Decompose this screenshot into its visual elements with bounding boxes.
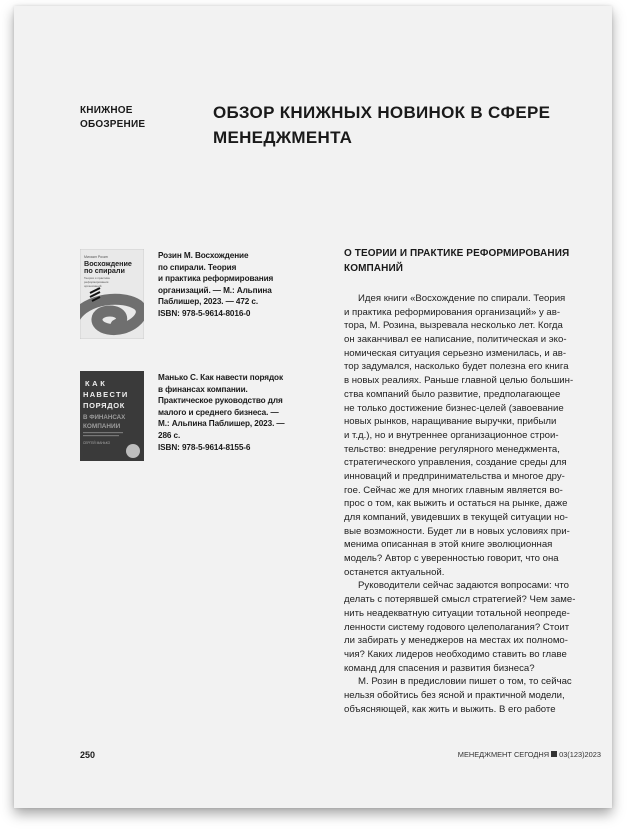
article-line: он заканчивал ее написание, политическая и эко-	[344, 334, 567, 346]
book-info-line: и практика реформирования	[158, 274, 274, 284]
cover-title-line: КОМПАНИИ	[83, 423, 121, 430]
article-line: не только достижение бизнес-целей (завоевание	[344, 402, 564, 414]
square-bullet-icon	[551, 751, 557, 757]
article-line: Руководители сейчас задаются вопросами: что	[358, 580, 569, 592]
cover-title-line: В ФИНАНСАХ	[83, 414, 126, 421]
book-info-line: ISBN: 978-5-9614-8016-0	[158, 308, 251, 318]
book-info	[158, 372, 298, 453]
journal-footer	[456, 750, 601, 759]
book-cover-image	[80, 371, 144, 461]
book-info-line: малого и среднего бизнеса. —	[158, 407, 279, 417]
page-title-line: ОБЗОР КНИЖНЫХ НОВИНОК В СФЕРЕ	[213, 103, 551, 122]
cover-author: СЕРГЕЙ МАНЬКО	[83, 441, 111, 445]
book-info	[158, 250, 298, 320]
article-line: гое. Сейчас же для многих главным является во-	[344, 484, 563, 496]
article-line: нельзя обойтись без ясной и практичной модели,	[344, 689, 565, 701]
cover-title-line: НАВЕСТИ	[83, 390, 129, 399]
page-title-line: МЕНЕДЖМЕНТА	[213, 128, 353, 147]
article-heading-line: КОМПАНИЙ	[344, 263, 404, 274]
article-line: прос о том, как выжить и остаться на рынке, даже	[344, 498, 568, 510]
article-paragraph	[344, 292, 599, 579]
journal-name: МЕНЕДЖМЕНТ СЕГОДНЯ	[457, 750, 550, 759]
book-info-line: ISBN: 978-5-9614-8155-6	[158, 442, 251, 452]
section-label-line: ОБОЗРЕНИЕ	[80, 119, 146, 130]
book-info-line: Розин М. Восхождение	[158, 251, 249, 260]
book-info-line: М.: Альпина Паблишер, 2023. —	[158, 419, 285, 429]
article-line: ленности систему годового целеполагания? Стоит	[344, 621, 570, 633]
cover-title-line: по спирали	[84, 266, 125, 275]
page-title	[213, 100, 573, 150]
cover-title-line: Восхождение	[84, 259, 132, 268]
article-line: в новых реалиях. Раньше главной целью большин-	[344, 375, 574, 387]
article-line: останется актуальной.	[344, 566, 445, 578]
cover-subtitle-line: реформирования	[84, 280, 109, 284]
article-line: нить неадекватную ситуации тотальной неопреде-	[344, 607, 570, 619]
article-line: М. Розин в предисловии пишет о том, то сейчас	[358, 676, 572, 688]
section-label	[80, 104, 145, 132]
article-line: тельство: внедрение регулярного менеджмента,	[344, 443, 560, 455]
article-line: и т.д.), но и внутреннее организационное строи-	[344, 429, 559, 441]
book-info-line: в финансах компании.	[158, 384, 248, 394]
book-cover-image	[80, 249, 144, 339]
article-line: и практика реформирования организаций» у ав-	[344, 306, 561, 318]
article-line: тора, М. Розина, вызревала несколько лет. Когда	[344, 320, 563, 332]
article-line: ли забирать у менеджеров на местах их полномо-	[344, 635, 568, 647]
book-info-line: организаций. — М.: Альпина	[158, 285, 272, 295]
book-info-line: по спирали. Теория	[158, 262, 237, 272]
article-paragraph	[344, 579, 599, 675]
section-label-line: КНИЖНОЕ	[80, 105, 133, 116]
page-number: 250	[80, 750, 96, 760]
article-line: команд для спасения и развития бизнеса?	[344, 662, 535, 674]
article-line: объясняющей, как жить и выжить. В его работе	[344, 703, 556, 715]
book-info-line: Манько С. Как навести порядок	[158, 373, 283, 382]
cover-subtitle-line: организаций	[84, 284, 102, 288]
article-heading	[344, 246, 599, 276]
article-line: чия? Каких лидеров необходимо ставить во главе	[344, 648, 567, 660]
book-info-line: Паблишер, 2023. — 472 с.	[158, 297, 259, 307]
article-line: новых рынков, наращивание выручки, прибыли	[344, 416, 557, 428]
book-info-line: 286 с.	[158, 430, 181, 440]
cover-title-line: ПОРЯДОК	[83, 401, 126, 410]
article-line: модель? Автор с уверенностью говорит, что она	[344, 553, 559, 565]
cover-title-line: КАК	[85, 379, 108, 388]
article-line: номическая ситуация серьезно изменилась, и ав-	[344, 347, 567, 359]
cover-author: Михаил Розин	[84, 255, 108, 259]
article-line: менима описанная в этой книге эволюционная	[344, 539, 553, 551]
magazine-page	[14, 6, 612, 808]
cover-subtitle-line: Теория и практика	[84, 276, 110, 280]
article-line: тор задумался, насколько будет полезна его книга	[344, 361, 569, 373]
book-info-line: Практическое руководство для	[158, 396, 283, 406]
article-line: стратегического управления, создание среды для	[344, 457, 567, 469]
article-heading-line: О ТЕОРИИ И ПРАКТИКЕ РЕФОРМИРОВАНИЯ	[344, 248, 570, 259]
article-line: ства компаний было развитие, предполагающее	[344, 388, 561, 400]
article-paragraph	[344, 675, 599, 716]
article	[344, 246, 599, 716]
article-line: вые возможности. Будет ли в новых условиях при-	[344, 525, 570, 537]
article-body	[344, 292, 599, 716]
journal-issue: 03(123)2023	[559, 750, 601, 759]
article-line: для компаний, увидевших в текущей ситуации но-	[344, 512, 568, 523]
article-line: инноваций и предпринимательства и многое дру-	[344, 470, 565, 482]
article-line: делать с потерявшей смысл стратегией? Чем заме-	[344, 594, 576, 606]
article-line: Идея книги «Восхождение по спирали. Теория	[358, 293, 566, 304]
